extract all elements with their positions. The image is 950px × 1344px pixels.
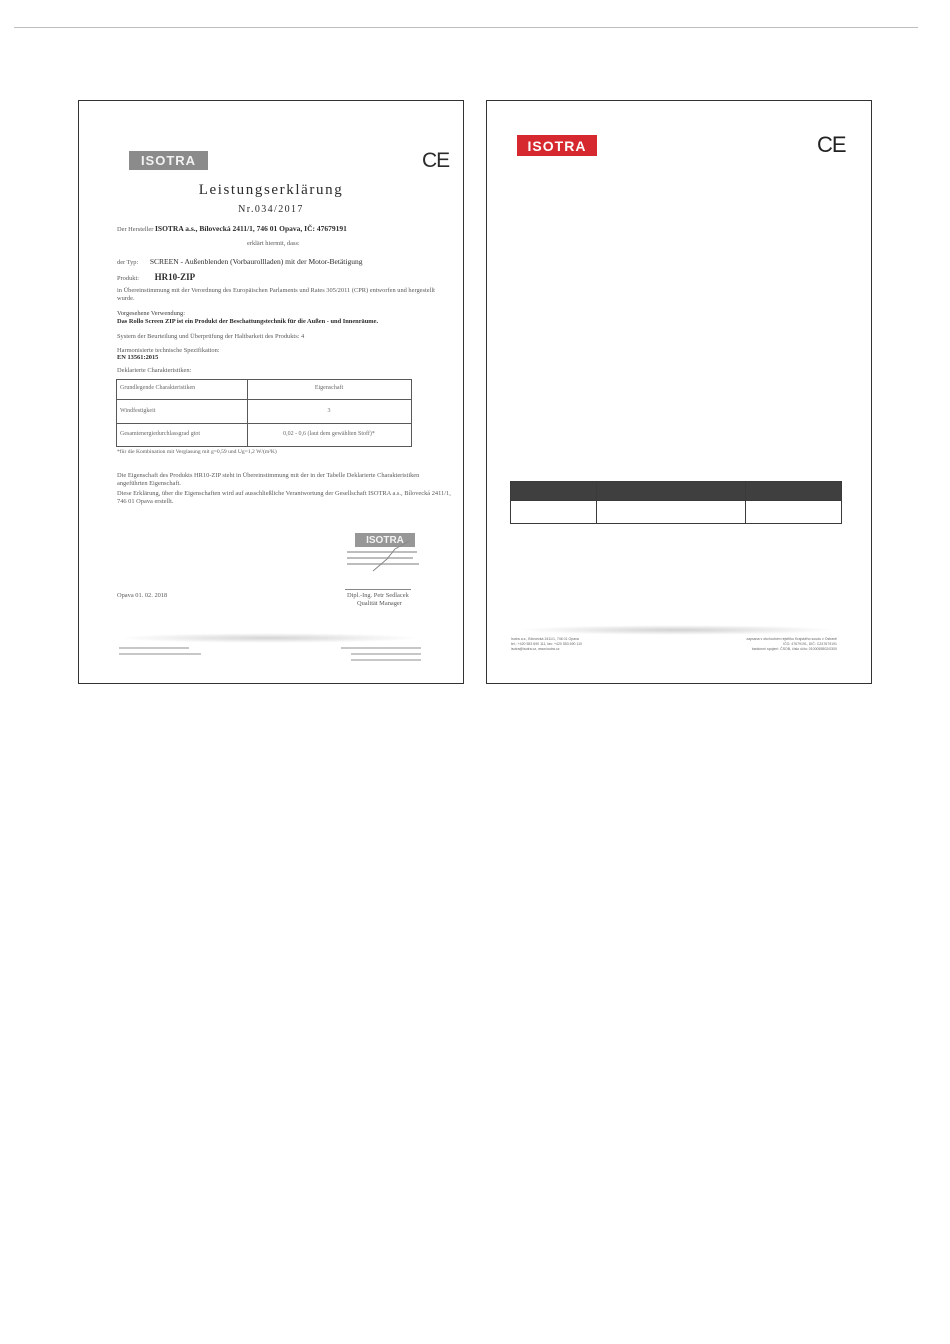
table-header-row: [117, 380, 411, 400]
document-number: Nr.034/2017: [238, 204, 304, 215]
harmonised-standard: EN 13561:2015: [117, 354, 159, 361]
table-header-cell: [511, 482, 597, 501]
manufacturer-label: Der Hersteller: [117, 226, 154, 233]
statement-line-1: Die Eigenschaft des Produkts HR10-ZIP steht in Übereinstimmung mit der in der Tabelle Deklarierte Charakteristiken: [117, 472, 420, 479]
harmonised-value: [117, 354, 158, 361]
footer-left-line: tel.: +420 553 690 111, fax: +420 553 690 110: [511, 642, 583, 646]
manufacturer-value: ISOTRA a.s., Bílovecká 2411/1, 746 01 Opava, IČ: 47679191: [154, 224, 347, 233]
table-cell: Windfestigkeit: [120, 408, 156, 414]
footer-shadow: [119, 633, 419, 643]
declaration-scan: [79, 101, 463, 683]
type-value: SCREEN - Außenblenden (Vorbaurollladen) mit der Motor-Betätigung: [149, 257, 363, 266]
table-row: [117, 423, 411, 446]
harmonised-label: Harmonisierte technische Spezifikation:: [117, 347, 220, 354]
conformity-line-2: wurde.: [117, 295, 135, 302]
header-rule: [14, 27, 918, 28]
manufacturer-line: [117, 224, 347, 233]
isotra-logo: [129, 151, 208, 170]
table-header-cell: [597, 482, 746, 501]
table-row: [511, 501, 842, 524]
logo-text: ISOTRA: [140, 153, 197, 168]
company-stamp: [341, 533, 421, 575]
declaration-template-panel: [486, 100, 872, 684]
document-title: Leistungserklärung: [198, 182, 344, 198]
table-cell: [746, 501, 842, 524]
table-header-cell: [746, 482, 842, 501]
product-line: [117, 272, 195, 282]
table-cell: Gesamtenergiedurchlassgrad gtot: [120, 431, 201, 437]
ce-mark: CE: [422, 149, 450, 172]
place-date: Opava 01. 02. 2018: [117, 592, 168, 599]
statement-line-4: 746 01 Opava erstellt.: [117, 498, 174, 505]
logo-text: ISOTRA: [527, 137, 587, 154]
table-cell: [597, 501, 746, 524]
product-label: Produkt:: [117, 275, 140, 282]
footer-text-line: [341, 647, 421, 649]
table-header-cell: Eigenschaft: [314, 385, 344, 391]
type-label: der Typ:: [117, 259, 139, 266]
signature-line: [345, 589, 411, 590]
table-cell: [511, 501, 597, 524]
statement-line-2: angeführten Eigenschaft.: [117, 480, 181, 487]
table-cell: 3: [327, 408, 331, 414]
characteristics-table: [116, 379, 412, 447]
intended-use-text: Das Rollo Screen ZIP ist ein Produkt der Beschattungstechnik für die Außen - und Innenräume.: [117, 318, 379, 325]
table-header-row: [511, 482, 842, 501]
characteristics-table: [510, 481, 842, 524]
signatory-name: Dipl.-Ing. Petr Sedlacek: [347, 592, 409, 599]
system-line: System der Beurteilung und Überprüfung der Haltbarkeit des Produkts: 4: [117, 333, 305, 340]
footer-left-line: Isotra a.s., Bílovecká 2411/1, 746 01 Opava: [511, 637, 579, 641]
statement-line-3: Diese Erklärung, über die Eigenschaften wird auf ausschließliche Verantwortung der Gesellschaft ISOTRA a.s., Bílovecká 2411/1,: [117, 490, 451, 497]
ce-mark: CE: [817, 132, 846, 157]
declared-label: Deklarierte Charakteristiken:: [117, 367, 192, 374]
footer-text-line: [351, 659, 421, 661]
footer-text-line: [351, 653, 421, 655]
product-value: HR10-ZIP: [154, 272, 196, 282]
table-cell: 0,02 - 0,6 (laut dem gewählten Stoff)*: [283, 431, 375, 437]
signatory-role: Qualität Manager: [357, 600, 402, 607]
footer-text-line: [119, 653, 201, 655]
table-row: [117, 399, 411, 424]
footer-right-line: zapsána v obchodním rejstříku Krajského soudu v Ostravě: [746, 637, 837, 641]
stamp-logo-text: ISOTRA: [366, 534, 404, 546]
footnote: *für die Kombination mit Verglasung mit g=0,59 und Ug=1,2 W/(m²K): [117, 449, 277, 455]
declares-line: erklärt hiermit, dass:: [247, 240, 300, 247]
intended-use-value: [117, 318, 378, 325]
footer-shadow: [517, 625, 837, 635]
signature-mark: [371, 539, 411, 573]
footer-left-line: isotra@isotra.cz, www.isotra.cz: [511, 647, 560, 651]
isotra-logo: [517, 135, 597, 156]
footer-right-line: bankovní spojení: ČSOB, číslo účtu: 0100055502/0300: [751, 647, 837, 651]
intended-use-label: Vorgesehene Verwendung:: [117, 310, 185, 317]
footer-right-line: IČO: 47679191, DIČ: CZ47679191: [783, 642, 837, 646]
declaration-scan-panel: [78, 100, 464, 684]
table-header-cell: Grundlegende Charakteristiken: [120, 385, 196, 391]
footer-text-line: [119, 647, 189, 649]
type-line: [117, 257, 362, 266]
conformity-line-1: in Übereinstimmung mit der Verordnung des Europäischen Parlaments und Rates 305/2011 (CPR) entworfen und hergestellt: [117, 287, 435, 294]
